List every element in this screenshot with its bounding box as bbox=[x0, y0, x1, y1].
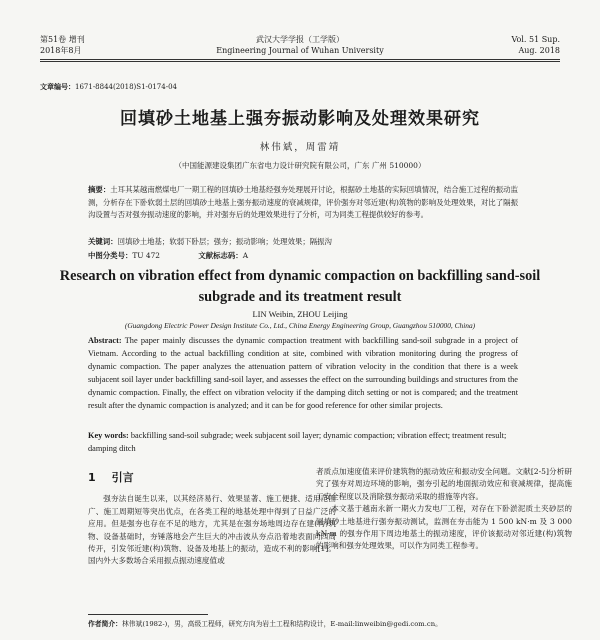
date-en: Aug. 2018 bbox=[518, 46, 560, 55]
abstract-cn-label: 摘要： bbox=[88, 185, 111, 194]
keywords-cn-label: 关键词： bbox=[88, 237, 118, 246]
article-number-label: 文章编号： bbox=[40, 82, 75, 91]
footnote-text: 林伟斌(1982-)，男，高级工程师，研究方向为岩土工程和结构设计，E-mail:linweibin@gedi.com.cn。 bbox=[121, 620, 442, 628]
journal-name-en: Engineering Journal of Wuhan University bbox=[216, 46, 384, 55]
keywords-en-label: Key words: bbox=[88, 431, 129, 440]
section-heading bbox=[88, 472, 336, 484]
section-number: 1 bbox=[88, 471, 96, 484]
abstract-en bbox=[88, 334, 518, 412]
authors-en: LIN Weibin, ZHOU Leijing bbox=[252, 309, 348, 319]
affiliation-cn: （中国能源建设集团广东省电力设计研究院有限公司，广东 广州 510000） bbox=[174, 161, 426, 170]
abstract-cn-text: 土耳其某越南燃煤电厂一期工程的回填砂土地基经强夯处理展开讨论，根据砂土地基的实际回填情况，结合施工过程的振动监测，分析存在下卧软弱土层的回填砂土地基上强夯振动速度的衰减规律，评价强夯对邻近建(构)筑物的影响及处理效果，对比了隔振沟设置与否对强夯振动速度的影响，并对强夯后的处理效果进行了分析，可为同类工程提供较好的参考。 bbox=[88, 185, 518, 220]
keywords-cn-text: 回填砂土地基；软弱下卧层；强夯；振动影响；处理效果；隔振沟 bbox=[117, 237, 332, 246]
volume-en: Vol. 51 Sup. bbox=[511, 35, 560, 44]
clc-value: TU 472 bbox=[132, 251, 160, 260]
document-code bbox=[198, 251, 248, 260]
doc-code-value: A bbox=[242, 251, 249, 260]
body-column-right bbox=[316, 466, 572, 553]
keywords-cn bbox=[88, 236, 518, 247]
intro-paragraph-2: 本文基于越南永新一期火力发电厂工程，对存在下卧淤泥质土夹砂层的回填砂土地基进行强夯振动测试，监测在夯击能为 1 500 kN·m 及 3 000 kN·m 的强夯作用下周边地基土的振动速度，评价该振动对邻近建(构)筑物的影响和强夯处理效果，可以作为同类工程参考。 bbox=[316, 504, 572, 551]
title-en: Research on vibration effect from dynamic compaction on backfilling sand-soil subgrade and its treatment result bbox=[59, 268, 541, 305]
article-number bbox=[40, 82, 177, 92]
running-header bbox=[40, 34, 560, 58]
date-cn: 2018年8月 bbox=[40, 46, 82, 55]
intro-paragraph-1-cont: 者质点加速度值来评价建筑物的振动效应和振动安全问题。文献[2-5]分析研究了强夯对周边环境的影响，强夯引起的地面振动效应和衰减规律，提高施工安全程度以及消除强夯振动采取的措施等内容。 bbox=[316, 467, 572, 501]
clc-number bbox=[88, 251, 160, 260]
authors-cn: 林伟斌，周雷靖 bbox=[259, 142, 341, 153]
title-cn: 回填砂土地基上强夯振动影响及处理效果研究 bbox=[120, 109, 480, 129]
author-footnote bbox=[88, 618, 560, 628]
journal-name-cn: 武汉大学学报（工学版） bbox=[256, 35, 344, 44]
footnote-label: 作者简介： bbox=[88, 620, 122, 628]
footnote-rule bbox=[88, 614, 208, 615]
keywords-en bbox=[88, 429, 518, 455]
body-column-left bbox=[88, 466, 336, 568]
header-center bbox=[40, 34, 560, 56]
clc-label: 中图分类号： bbox=[88, 251, 133, 260]
intro-paragraph-1: 强夯法自诞生以来，以其经济易行、效果显著、施工便捷、适用范围广、施工周期短等突出优点，在各类工程的地基处理中得到了日益广泛的应用。但是强夯也存在不足的地方，尤其是在强夯场地周边存在建(构)筑物、设备基础时，夯锤落地会产生巨大的冲击波从夯点沿着地表面向四周传开，引发邻近建(构)筑物、设备及地基上的振动，造成不利的影响[1]。国内外大多数场合采用振点振动速度值或 bbox=[88, 494, 336, 566]
section-title: 引言 bbox=[111, 471, 134, 484]
abstract-cn bbox=[88, 184, 518, 222]
classification-cn bbox=[88, 250, 518, 261]
article-number-value: 1671-8844(2018)S1-0174-04 bbox=[75, 83, 177, 91]
affiliation-en: (Guangdong Electric Power Design Institute Co., Ltd., China Energy Engineering Group, Guangzhou 510000, China) bbox=[124, 321, 476, 330]
keywords-en-text: backfilling sand-soil subgrade; week subjacent soil layer; dynamic compaction; vibration effect; treatment result; damping ditch bbox=[88, 431, 507, 453]
header-rule bbox=[40, 59, 560, 60]
volume-cn: 第51卷 增刊 bbox=[40, 35, 85, 44]
abstract-en-text: The paper mainly discusses the dynamic compaction treatment with backfilling sand-soil subgrade in a project of Vietnam. According to the actual backfilling condition at site, combined with vibration monitoring during the progress of dynamic compaction. The paper analyzes the attenuation pattern of vibration velocity in the condition that there is a week subjacent soil layer under backfilling sand-soil layer, and assesses the effect on the surrounding buildings and structures from the dynamic compaction. Finally, the effect on vibration velocity if the damping ditch setting or not is compared; and the treatment result after the dynamic compaction is analyzed; and it can be for good reference for other similar projects. bbox=[88, 336, 518, 411]
header-rule-double bbox=[40, 61, 560, 62]
abstract-en-label: Abstract: bbox=[88, 336, 122, 345]
header-right bbox=[511, 34, 560, 56]
doc-code-label: 文献标志码： bbox=[198, 251, 243, 260]
